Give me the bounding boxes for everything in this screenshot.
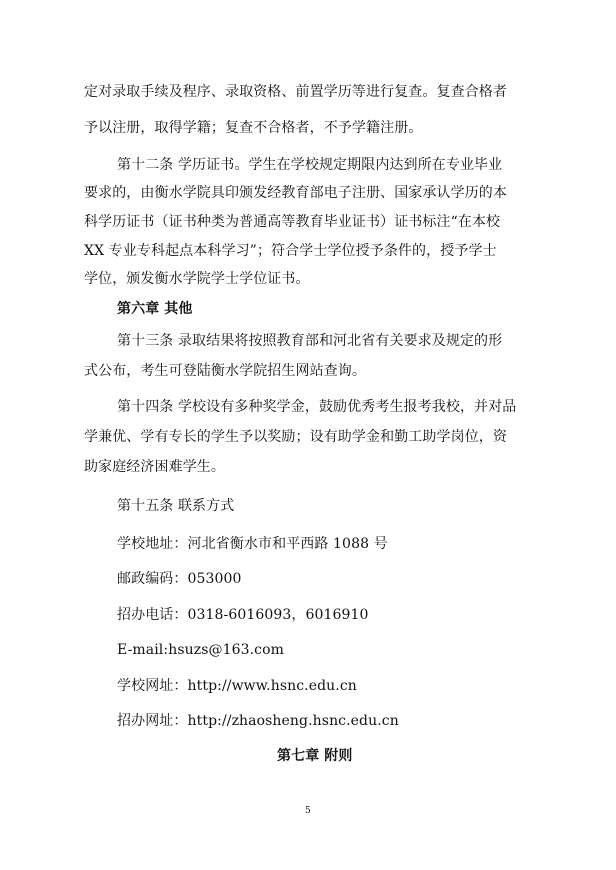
contact-phone: 招办电话：0318-6016093，6016910	[117, 607, 369, 623]
article-12-line: 要求的，由衡水学院具印颁发经教育部电子注册、国家承认学历的本	[84, 185, 507, 201]
article-14-line: 学兼优、学有专长的学生予以奖励；设有助学金和勤工助学岗位，资	[84, 429, 507, 445]
article-14-line: 助家庭经济困难学生。	[84, 459, 225, 475]
article-12-line: 学位，颁发衡水学院学士学位证书。	[84, 271, 310, 287]
text-line: 定对录取手续及程序、录取资格、前置学历等进行复查。复查合格者	[84, 84, 507, 100]
article-12-line: 第十二条 学历证书。学生在学校规定期限内达到所在专业毕业	[117, 157, 503, 173]
contact-postcode: 邮政编码：053000	[117, 571, 242, 587]
article-14-line: 第十四条 学校设有多种奖学金，鼓励优秀考生报考我校，并对品	[117, 399, 517, 415]
contact-email: E-mail:hsuzs@163.com	[117, 642, 284, 658]
article-12-line: 科学历证书（证书种类为普通高等教育毕业证书）证书标注“在本校	[84, 214, 501, 230]
page-number: 5	[305, 806, 311, 816]
chapter-6-heading: 第六章 其他	[117, 301, 193, 317]
article-13-line: 式公布，考生可登陆衡水学院招生网站查询。	[84, 363, 366, 379]
article-12-line: XX 专业专科起点本科学习”；符合学士学位授予条件的，授予学士	[84, 243, 497, 259]
chapter-7-heading: 第七章 附则	[277, 748, 353, 764]
article-13-line: 第十三条 录取结果将按照教育部和河北省有关要求及规定的形	[117, 333, 503, 349]
article-15-heading: 第十五条 联系方式	[117, 498, 235, 514]
text-line: 予以注册，取得学籍；复查不合格者，不予学籍注册。	[84, 120, 423, 136]
contact-address: 学校地址：河北省衡水市和平西路 1088 号	[117, 536, 388, 552]
contact-website: 学校网址：http://www.hsnc.edu.cn	[117, 678, 357, 694]
contact-admissions-site: 招办网址：http://zhaosheng.hsnc.edu.cn	[117, 713, 399, 729]
